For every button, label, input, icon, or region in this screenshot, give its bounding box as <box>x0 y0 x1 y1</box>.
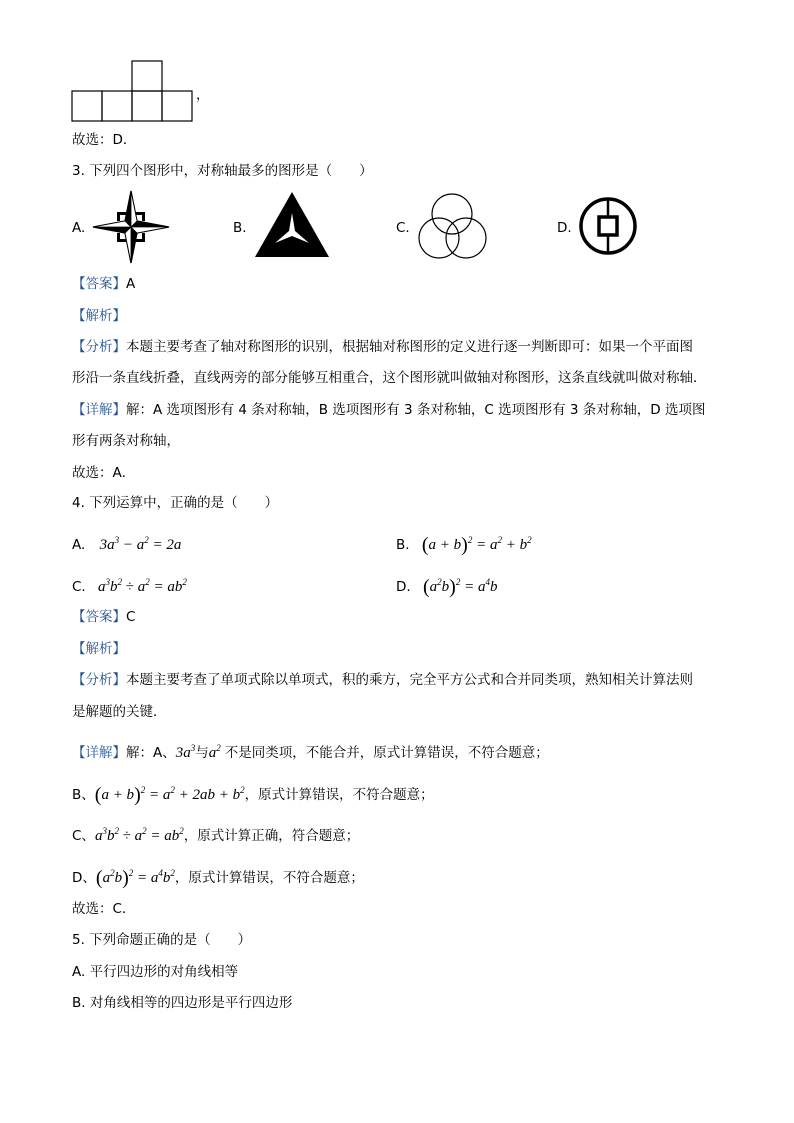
q4-detail-tag: 【详解】 <box>72 745 126 761</box>
q4-answer: C <box>126 609 136 625</box>
q4-detail-b-post: ，原式计算错误，不符合题意； <box>244 787 434 803</box>
cube-net-figure <box>71 60 196 122</box>
q4-detail-c: C、$a^3b^2 \div a^2 = ab^2$，原式计算正确，符合题意； <box>72 826 360 844</box>
figure-comma: ， <box>196 87 210 103</box>
q4-detail-b: B、$(a + b)^2 = a^2 + 2ab + b^2$，原式计算错误，不符合题意； <box>72 784 434 806</box>
q3-option-d-label: D. <box>557 220 572 236</box>
q4-detail-a-mid: 与 <box>195 745 209 761</box>
coin-figure <box>579 197 639 257</box>
q4-detail-a-post: 不是同类项，不能合并，原式计算错误，不符合题意； <box>224 745 549 761</box>
q3-option-c-label: C. <box>396 220 410 236</box>
q4-option-d-label: D. <box>396 579 411 595</box>
q4-detail-d-post: ，原式计算错误，不符合题意； <box>174 870 364 886</box>
q4-option-a-label: A. <box>72 537 86 553</box>
q4-detail-b-pre: B、 <box>72 787 95 803</box>
compass-star-figure <box>91 190 171 264</box>
q4-detail-d: D、$(a^2b)^2 = a^4b^2$，原式计算错误，不符合题意； <box>72 867 364 889</box>
q3-detail-tag: 【详解】 <box>72 402 126 418</box>
q3-detail-line-1: 解：A 选项图形有 4 条对称轴，B 选项图形有 3 条对称轴，C 选项图形有 3 条对称轴，D 选项图 <box>126 402 706 418</box>
q5-option-a: A. 平行四边形的对角线相等 <box>72 964 239 980</box>
q3-option-a-label: A. <box>72 220 86 236</box>
q3-option-b-label: B. <box>233 220 247 236</box>
q5-option-b: B. 对角线相等的四边形是平行四边形 <box>72 995 293 1011</box>
q4-analysis-tag: 【解析】 <box>72 641 126 657</box>
q3-choice: 故选：A． <box>72 465 136 481</box>
q4-detail-a-pre: 解：A、 <box>126 745 176 761</box>
three-circles-figure <box>415 192 490 262</box>
q4-fenxi-line-1: 本题主要考查了单项式除以单项式，积的乘方，完全平方公式和合并同类项，熟知相关计算法则 <box>126 672 693 688</box>
q3-answer: A <box>126 276 136 292</box>
q4-fenxi-line-2: 是解题的关键． <box>72 704 167 720</box>
q4-option-b-label: B. <box>396 537 410 553</box>
q4-option-b: B. $(a + b)^2 = a^2 + b^2$ <box>396 534 532 556</box>
top-choice: 故选：D． <box>72 132 137 148</box>
q4-detail-c-post: ，原式计算正确，符合题意； <box>183 828 360 844</box>
q3-analysis-tag: 【解析】 <box>72 308 126 324</box>
q3-stem: 3. 下列四个图形中，对称轴最多的图形是（ ） <box>72 163 373 179</box>
q4-detail-d-pre: D、 <box>72 870 96 886</box>
q3-answer-tag: 【答案】 <box>72 276 126 292</box>
q4-answer-tag: 【答案】 <box>72 609 126 625</box>
q4-fenxi-tag: 【分析】 <box>72 672 126 688</box>
q4-option-a: A. $3a^3 - a^2 = 2a$ <box>72 535 182 553</box>
q4-option-c-label: C. <box>72 579 86 595</box>
q4-choice: 故选：C． <box>72 901 136 917</box>
q3-detail-line-2: 形有两条对称轴， <box>72 433 180 449</box>
q4-option-d: D. $(a^2b)^2 = a^4b$ <box>396 576 498 598</box>
q3-fenxi-line-2: 形沿一条直线折叠，直线两旁的部分能够互相重合，这个图形就叫做轴对称图形，这条直线就叫做对称轴． <box>72 370 707 386</box>
triangle-propeller-figure <box>254 191 330 259</box>
q3-fenxi-line-1: 本题主要考查了轴对称图形的识别，根据轴对称图形的定义进行逐一判断即可：如果一个平面图 <box>126 339 693 355</box>
q4-option-c: C. $a^3b^2 \div a^2 = ab^2$ <box>72 577 187 595</box>
q3-fenxi-tag: 【分析】 <box>72 339 126 355</box>
q4-detail-c-pre: C、 <box>72 828 95 844</box>
q4-detail-a: 【详解】解：A、$3a^3$与$a^2$ 不是同类项，不能合并，原式计算错误，不符合题意； <box>72 743 549 761</box>
q4-stem: 4. 下列运算中，正确的是（ ） <box>72 495 279 511</box>
q5-stem: 5. 下列命题正确的是（ ） <box>72 932 252 948</box>
